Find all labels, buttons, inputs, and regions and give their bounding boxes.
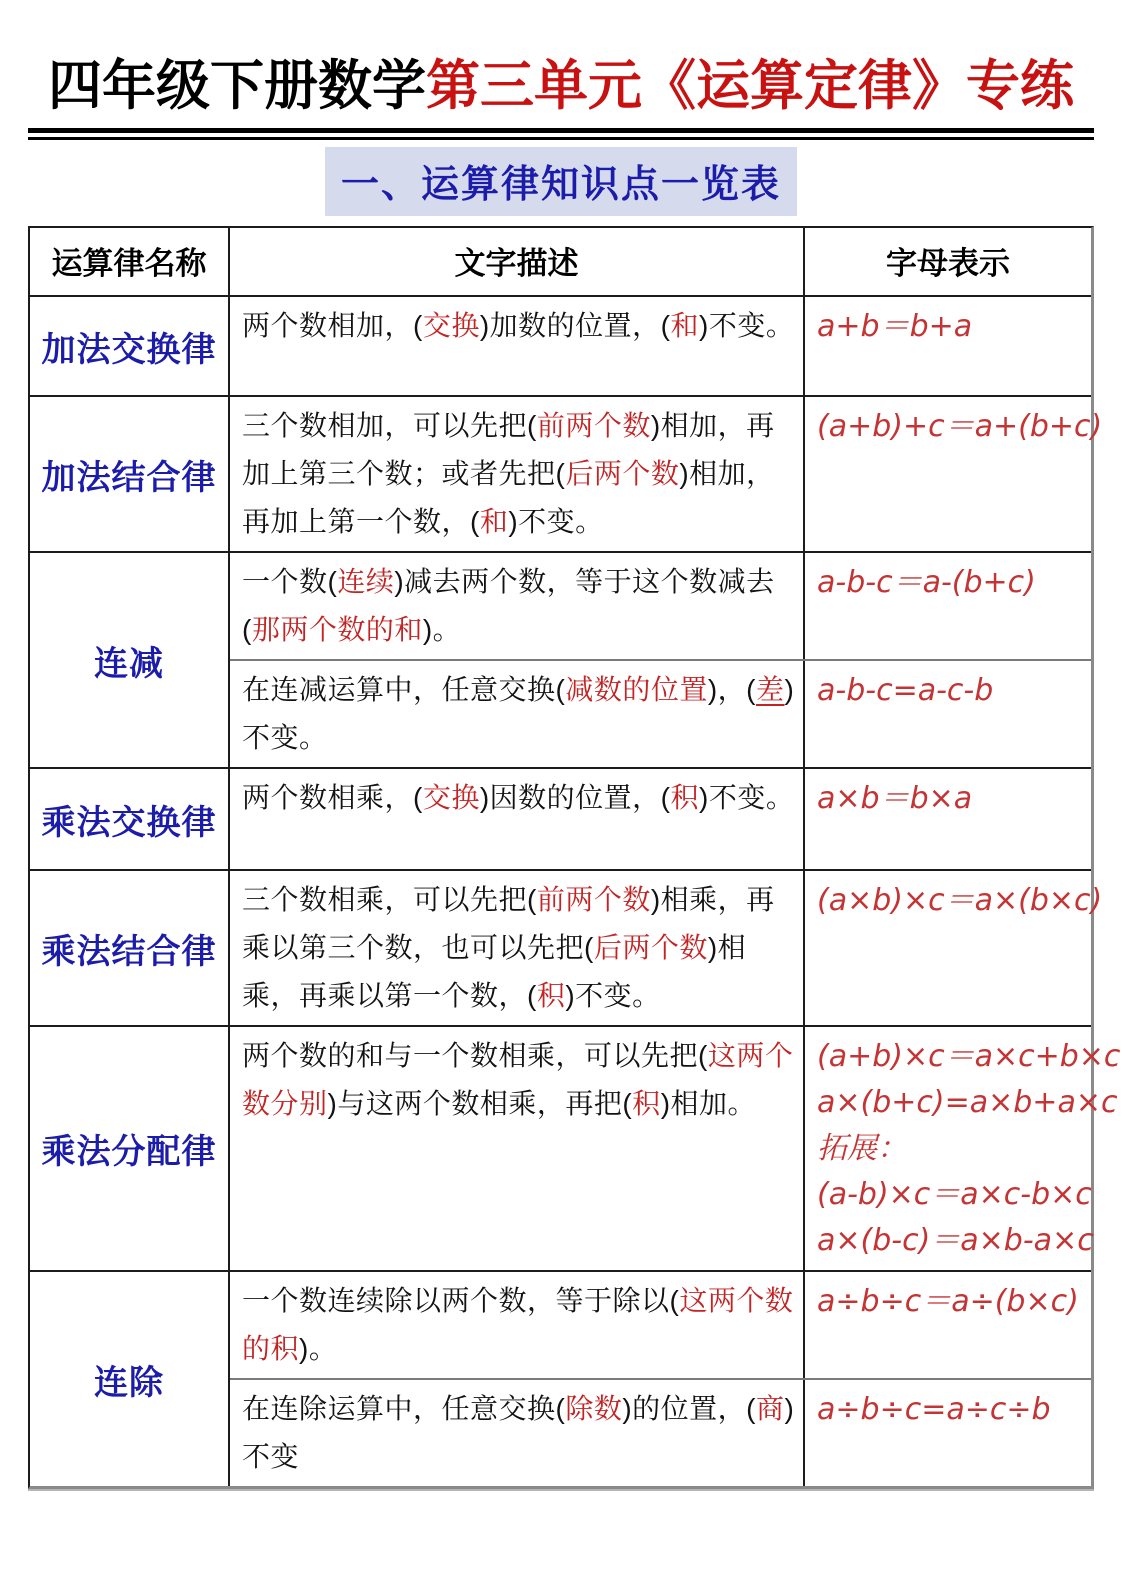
formula-line: 拓展： [817,1131,907,1166]
text-segment: 在连除运算中，任意交换( [242,1393,566,1424]
section-heading: 一、运算律知识点一览表 [325,147,797,216]
section-heading-wrap [0,147,1122,216]
formula-line: (a+b)+c＝a+(b+c) [817,409,1103,444]
law-description-cell [230,769,805,869]
law-description-cell [230,1380,805,1486]
law-row-content [230,553,1091,767]
law-formula-cell [805,553,1091,659]
column-header: 运算律名称 [30,228,230,295]
law-row-content [230,1272,1091,1486]
law-row-content [230,769,1091,869]
formula-line: (a-b)×c＝a×c-b×c [817,1177,1092,1212]
law-sub-row [230,1378,1091,1486]
law-sub-row [230,871,1103,1025]
page-title [26,50,1096,122]
law-row [30,297,1091,397]
emphasis-segment: 除数 [565,1393,623,1424]
law-row-content [230,297,1091,395]
law-sub-row [230,769,1091,869]
emphasis-segment: 和 [479,506,509,537]
law-row [30,1027,1121,1272]
law-formula-cell [805,397,1103,551]
text-segment: )相加，再加上第三个数；或者先把( [242,410,775,489]
law-description-cell [230,297,805,395]
underline-bottom-rule [28,137,1094,140]
formula-line: a-b-c＝a-(b+c) [817,565,1036,600]
emphasis-segment: 后两个数 [593,932,708,963]
text-segment: )不变。 [508,506,604,537]
law-sub-row [230,297,1091,395]
text-segment: )不变。 [699,310,795,341]
text-segment: )不变。 [242,674,795,753]
emphasis-segment: 那两个数的和 [251,614,423,645]
text-segment: )加数的位置，( [479,310,671,341]
emphasis-segment: 积 [536,980,566,1011]
column-header: 字母表示 [886,246,1010,281]
formula-line: a+b＝b+a [817,309,973,344]
text-segment: 两个数的和与一个数相乘，可以先把( [242,1040,708,1071]
law-description-cell [230,871,805,1025]
emphasis-segment: 连续 [337,566,395,597]
emphasis-segment: 交换 [422,310,480,341]
law-row [30,397,1103,553]
formula-line: a-b-c=a-c-b [817,673,994,708]
law-formula-cell [805,1272,1091,1378]
text-segment: )减去两个数，等于这个数减去( [242,566,775,645]
underline-top-rule [28,128,1094,133]
text-segment: )不变。 [699,782,795,813]
law-description-cell [230,1272,805,1378]
law-name-cell: 加法交换律 [30,297,230,395]
text-segment: 三个数相乘，可以先把( [242,884,537,915]
formula-line: a÷b÷c＝a÷(b×c) [817,1284,1079,1319]
law-description-cell [230,553,805,659]
law-sub-row [230,659,1091,767]
text-segment: )相加，再加上第一个数，( [242,458,775,537]
law-formula-cell [805,871,1103,1025]
law-row [30,1272,1091,1486]
emphasis-segment: 积 [632,1088,661,1119]
text-segment: 三个数相加，可以先把( [242,410,537,441]
text-segment: 一个数( [242,566,338,597]
text-segment: 两个数相乘，( [242,782,423,813]
formula-line: (a+b)×c＝a×c+b×c [817,1039,1121,1074]
emphasis-segment: 前两个数 [536,884,651,915]
law-row [30,871,1103,1027]
text-segment: )。 [422,614,462,645]
text-segment: )与这两个数相乘，再把( [327,1088,633,1119]
column-header: 文字描述 [230,228,805,295]
emphasis-segment: 前两个数 [536,410,651,441]
text-segment: 两个数相加，( [242,310,423,341]
law-sub-row [230,1272,1091,1378]
formula-line: a×(b+c)=a×b+a×c [817,1085,1118,1120]
text-segment: )相加。 [660,1088,757,1119]
emphasis-segment: 商 [756,1393,785,1424]
text-segment: )不变 [242,1393,795,1472]
law-formula-cell [805,661,1091,767]
formula-line: a×(b-c)＝a×b-a×c [817,1223,1094,1258]
law-sub-row [230,553,1091,659]
law-row [30,769,1091,871]
text-segment: 在连减运算中，任意交换( [242,674,566,705]
law-formula-cell [805,297,1091,395]
emphasis-segment: 这两个数分别 [242,1040,794,1119]
law-row-content [230,397,1103,551]
law-formula-cell [805,1380,1091,1486]
emphasis-segment: 减数的位置 [565,674,708,705]
text-segment: )不变。 [565,980,661,1011]
law-formula-cell [805,769,1091,869]
law-description-cell [230,661,805,767]
law-name-cell: 加法结合律 [30,397,230,551]
law-sub-row [230,1027,1121,1270]
emphasis-segment: 交换 [422,782,480,813]
law-name-cell: 连减 [30,553,230,767]
law-name-cell: 连除 [30,1272,230,1486]
law-sub-row [230,397,1103,551]
text-segment: )相乘，再乘以第一个数，( [242,932,747,1011]
text-segment: )因数的位置，( [479,782,671,813]
law-row-content [230,1027,1121,1270]
formula-line: (a×b)×c＝a×(b×c) [817,883,1103,918]
law-formula-cell [805,1027,1121,1270]
law-row-content [230,871,1103,1025]
title-double-underline [28,128,1094,140]
text-segment: )，( [707,674,756,705]
text-segment: )相乘，再乘以第三个数，也可以先把( [242,884,775,963]
text-segment: 一个数连续除以两个数，等于除以( [242,1285,680,1316]
emphasis-segment: 积 [670,782,700,813]
law-description-cell [230,397,805,551]
formula-line: a×b＝b×a [817,781,973,816]
text-segment: )。 [299,1333,338,1364]
text-segment: )的位置，( [622,1393,756,1424]
law-name-cell: 乘法交换律 [30,769,230,869]
law-description-cell [230,1027,805,1270]
formula-line: a÷b÷c=a÷c÷b [817,1392,1051,1427]
title-red-part: 第三单元《运算定律》专练 [426,56,1074,116]
emphasis-segment: 和 [670,310,700,341]
emphasis-segment: 差 [756,674,785,705]
law-row [30,553,1091,769]
title-black-part: 四年级下册数学 [48,56,426,116]
emphasis-segment: 这两个数的积 [242,1285,794,1364]
table-header-row [30,228,1091,297]
emphasis-segment: 后两个数 [565,458,680,489]
laws-table [28,226,1121,1489]
law-name-cell: 乘法结合律 [30,871,230,1025]
law-name-cell: 乘法分配律 [30,1027,230,1270]
